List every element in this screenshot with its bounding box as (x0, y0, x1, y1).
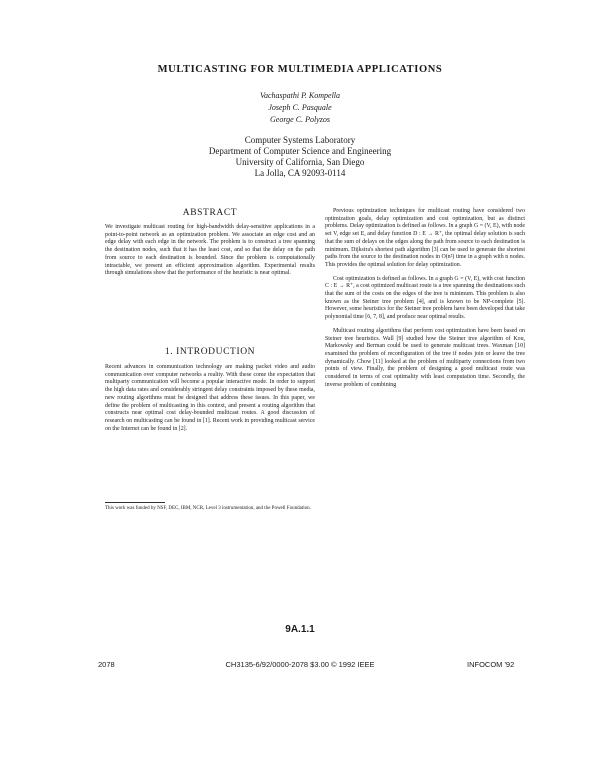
footnote: This work was funded by NSF, DEC, IBM, NCR, Level 3 instrumentation, and the Powell Foundation. (105, 506, 311, 511)
copyright-line: CH3135-6/92/0000-2078 $3.00 © 1992 IEEE (225, 660, 375, 669)
author-1: Vachaspathi P. Kompella (259, 91, 341, 100)
affiliation-address: La Jolla, CA 92093-0114 (254, 168, 346, 178)
right-column (325, 208, 525, 395)
abstract-text (105, 224, 315, 284)
introduction-text (105, 364, 315, 439)
right-paragraph-1: Previous optimization techniques for multicast routing have considered two optimization goals, delay optimization and cost optimization, but as distinct problems. Delay optimization is defined as follows. In a graph G = (V, E), with node set V, edge set E, and delay function D : E → R⁺, the optimal delay solution is such that the sum of delays on the edges along the path from source to each destination is minimum. Dijkstra's shortest path algorithm [3] can be used to generate the shortest paths from the source to the destination nodes in O(n²) time in a graph with n nodes. This provides the optimal solution for delay optimization. (325, 208, 525, 268)
right-paragraph-2: Cost optimization is defined as follows. In a graph G = (V, E), with cost function C : E → R⁺, a cost optimized multicast route is a tree spanning the destinations such that the sum of the costs on the edges of the tree is minimum. This problem is also known as the Steiner tree problem [4], and is known to be NP-complete [5]. However, some heuristics for the Steiner tree problem have been developed that take polynomial time [6, 7, 8], and produce near optimal results. (325, 275, 525, 321)
author-2: Joseph C. Pasquale (268, 103, 332, 112)
page-number: 2078 (98, 660, 115, 669)
abstract-paragraph: We investigate multicast routing for high-bandwidth delay-sensitive applications in a point-to-point network as an optimization problem. We associate an edge cost and an edge delay with each edge in the network. The problem is to construct a tree spanning the destination nodes, such that it has the least cost, and so that the delay on the path from source to each destination is bounded. Since the problem is computationally intractable, we present an efficient approximation algorithm. Experimental results through simulations show that the performance of the heuristic is near optimal. (105, 224, 315, 277)
session-code: 9A.1.1 (285, 624, 315, 635)
footnote-divider (105, 502, 165, 503)
affiliation-lab: Computer Systems Laboratory (244, 135, 356, 145)
conference-name: INFOCOM '92 (467, 660, 515, 669)
paper-title: MULTICASTING FOR MULTIMEDIA APPLICATIONS (157, 64, 443, 75)
affiliation-university: University of California, San Diego (235, 157, 365, 167)
author-3: George C. Polyzos (270, 115, 330, 124)
introduction-heading: 1. INTRODUCTION (164, 347, 256, 357)
introduction-paragraph: Recent advances in communication technology are making packet video and audio communication over computer networks a reality. With these come the expectation that multiparty communication will become a popular interactive mode. In order to support the high data rates and considerably stringent delay constraints imposed by these media, new routing algorithms must be designed that address these issues. In this paper, we define the problem of multicasting in this context, and present a routing algorithm that constructs near optimal cost delay-bounded multicast routes. A good discussion of research on multicasting can be found in [1]. Recent work in providing multicast service on the Internet can be found in [2]. (105, 364, 315, 432)
right-paragraph-3: Multicast routing algorithms that perform cost optimization have been based on Steiner tree heuristics. Wall [9] studied how the Steiner tree algorithm of Kou, Markowsky and Berman could be used to generate multicast trees. Waxman [10] examined the problem of reconfiguration of the tree if nodes join or leave the tree dynamically. Chow [11] looked at the problem of multiparty connections from two points of view. Finally, the problem of designing a good multicast route was considered in terms of cost optimality with least computation time. Secondly, the inverse problem of combining (325, 327, 525, 388)
abstract-heading: ABSTRACT (182, 208, 238, 218)
affiliation-department: Department of Computer Science and Engineering (208, 146, 392, 156)
